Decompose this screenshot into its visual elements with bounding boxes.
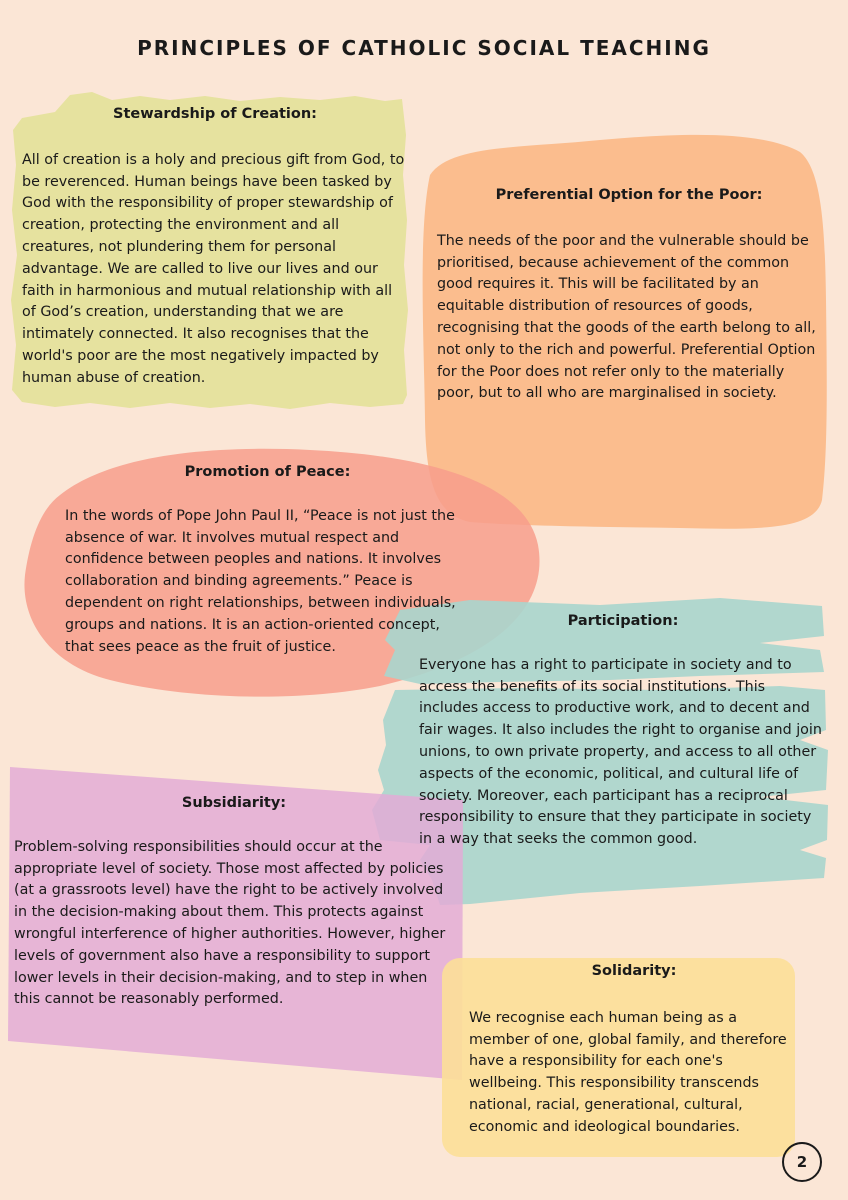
subsidiarity-body: Problem-solving responsibilities should occur at the appropriate level of society. Those most affected by policies (at a grassroots level) have the right to be actively involved in the decision-making about them. This protects against wrongful interference of higher authorities. However, higher levels of government also have a responsibility to support lower levels in their decision-making, and to step in when this cannot be reasonably performed. — [14, 838, 446, 1008]
subsidiarity-heading: Subsidiarity: — [181, 795, 287, 811]
section-participation — [419, 611, 827, 851]
participation-heading: Participation: — [567, 613, 679, 629]
section-solidarity — [469, 961, 799, 1139]
poor-body: The needs of the poor and the vulnerable should be prioritised, because achievement of the common good requires it. This will be facilitated by an equitable distribution of resources of goods, recognising that the goods of the earth belong to all, not only to the rich and powerful. Preferential Option for the Poor does not refer only to the materially poor, but to all who are marginalised in society. — [437, 232, 816, 402]
section-poor — [437, 185, 821, 405]
section-stewardship — [22, 104, 408, 390]
solidarity-heading: Solidarity: — [591, 963, 677, 979]
section-subsidiarity — [14, 793, 454, 1011]
stewardship-body: All of creation is a holy and precious gift from God, to be reverenced. Human beings have been tasked by God with the responsibility of proper stewardship of creation, protecting the environment and all creatures, not plundering them for personal advantage. We are called to live our lives and our faith in harmonious and mutual relationship with all of God’s creation, understanding that we are intimately connected. It also recognises that the world's poor are the most negatively impacted by human abuse of creation. — [22, 151, 405, 386]
stewardship-heading: Stewardship of Creation: — [113, 106, 317, 122]
poor-heading: Preferential Option for the Poor: — [495, 187, 763, 203]
peace-heading: Promotion of Peace: — [184, 464, 351, 480]
solidarity-body: We recognise each human being as a member of one, global family, and therefore have a responsibility for each one's wellbeing. This responsibility transcends national, racial, generational, cultural, economic and ideological boundaries. — [469, 1009, 787, 1135]
peace-body: In the words of Pope John Paul II, “Peace is not just the absence of war. It involves mutual respect and confidence between peoples and nations. It involves collaboration and binding agreements.” Peace is dependent on right relationships, between individuals, groups and nations. It is an action-oriented concept, that sees peace as the fruit of justice. — [65, 507, 456, 655]
participation-body: Everyone has a right to participate in society and to access the benefits of its social institutions. This includes access to productive work, and to decent and fair wages. It also includes the right to organise and join unions, to own private property, and access to all other aspects of the economic, political, and cultural life of society. Moreover, each participant has a reciprocal responsibility to ensure that they participate in society in a way that seeks the common good. — [419, 656, 822, 848]
section-peace — [65, 462, 470, 658]
page-number-badge: 2 — [782, 1142, 822, 1182]
page-title: PRINCIPLES OF CATHOLIC SOCIAL TEACHING — [137, 36, 711, 60]
